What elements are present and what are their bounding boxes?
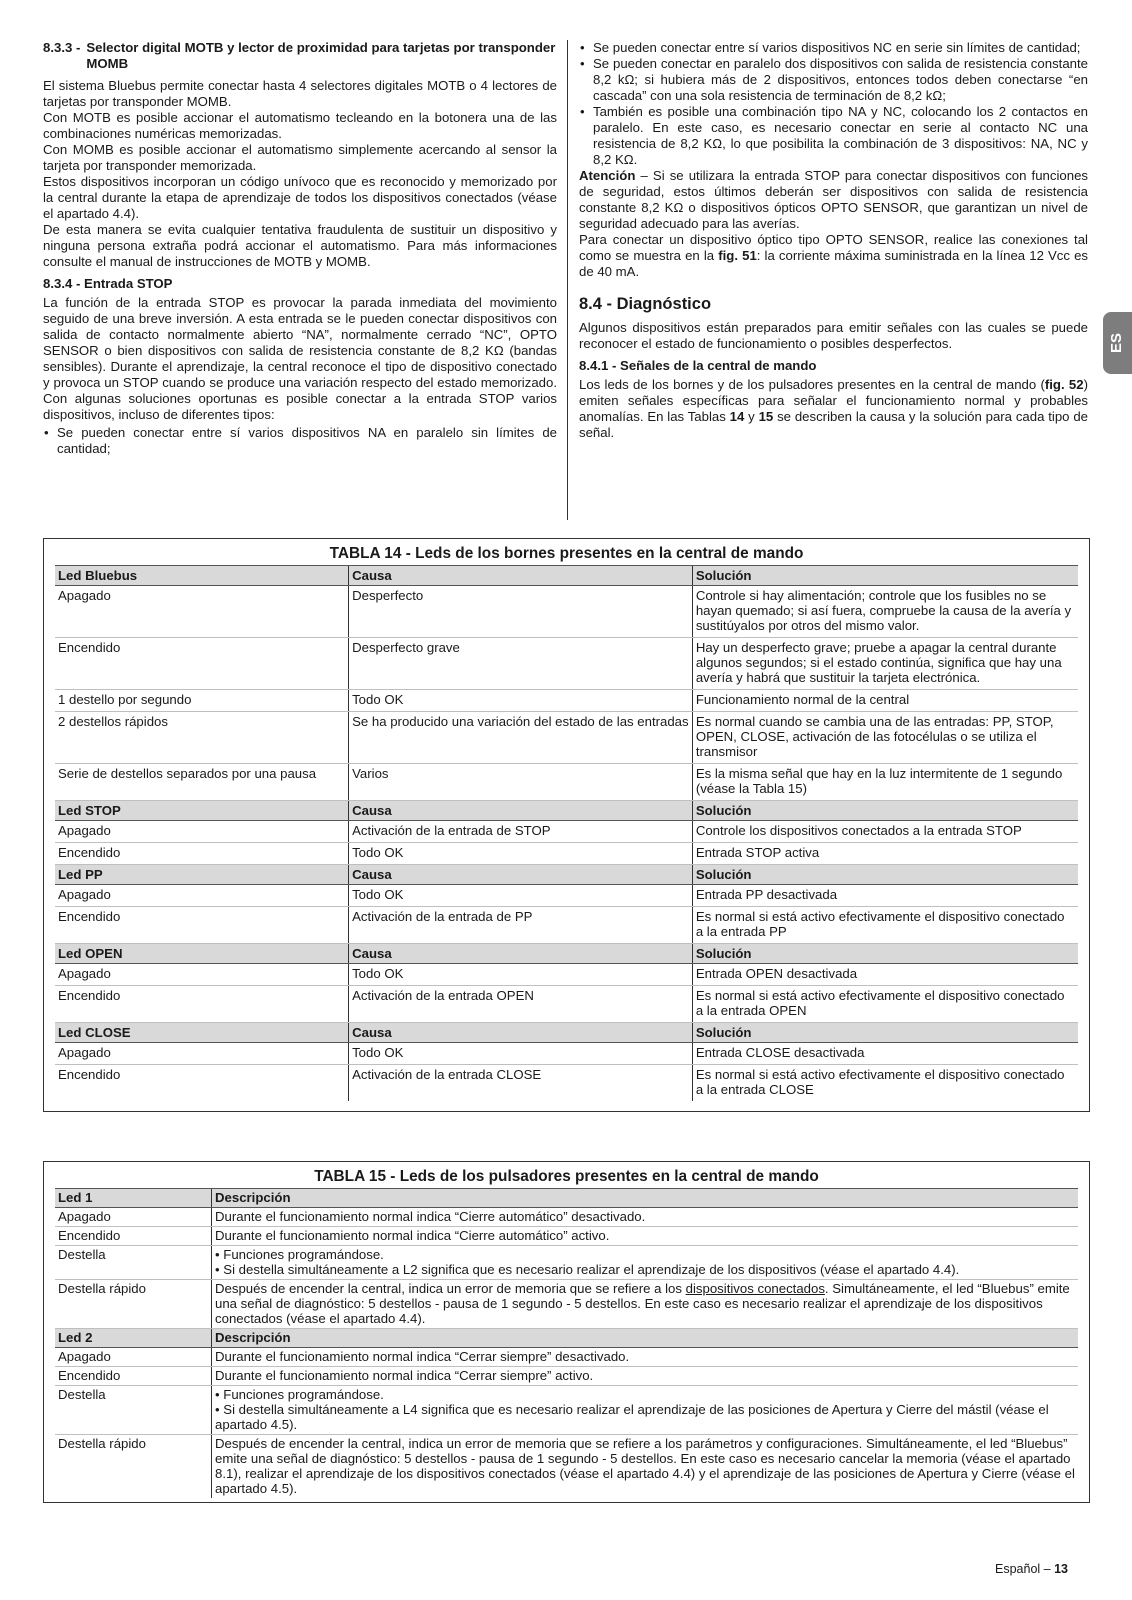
table-cell: Durante el funcionamiento normal indica “Cierre automático” desactivado. <box>212 1208 1078 1227</box>
table-cell: Encendido <box>55 907 349 944</box>
table-cell: • Funciones programándose. • Si destella simultáneamente a L2 significa que es necesario realizar el aprendizaje de los dispositivos (véase el apartado 4.4). <box>212 1246 1078 1280</box>
bullet-item: • Se pueden conectar en paralelo dos dispositivos con salida de resistencia constante 8,2 kΩ; si hubiera más de 2 dispositivos, entonces todos deben conectarse “en cascada” con una sola resistencia de terminación de 8,2 kΩ; <box>579 56 1088 104</box>
table-cell: Durante el funcionamiento normal indica “Cerrar siempre” activo. <box>212 1367 1078 1386</box>
table-cell: • Funciones programándose. • Si destella simultáneamente a L4 significa que es necesario realizar el aprendizaje de las posiciones de Apertura y Cierre del mástil (véase el apartado 4.5). <box>212 1386 1078 1435</box>
table-row <box>55 843 1078 865</box>
header-cell: Solución <box>692 944 1078 964</box>
table-cell: Destella rápido <box>55 1280 212 1329</box>
section-833-number: 8.3.3 - <box>43 40 81 55</box>
table-cell: Todo OK <box>349 1043 693 1065</box>
section-841-para <box>579 377 1088 441</box>
header-cell: Causa <box>349 944 693 964</box>
table-cell: Serie de destellos separados por una pausa <box>55 764 349 801</box>
table-14-ref: 14 <box>729 409 745 424</box>
attention-text: – Si se utilizara la entrada STOP para conectar dispositivos con funciones de seguridad, estos últimos deberán ser dispositivos con salida de resistencia constante 8,2 KΩ o dispositivos ópticos OPTO SENSOR, que garantizan un nivel de seguridad adecuado para las averías. <box>579 168 1088 231</box>
table-cell: Después de encender la central, indica un error de memoria que se refiere a los dispositivos conectados. Simultáneamente, el led “Bluebus” emite una señal de diagnóstico: 5 destellos - pausa de 1 segundo - 5 destellos. En este caso es necesario realizar el aprendizaje de los dispositivos conectados (véase el apartado 4.4). <box>212 1280 1078 1329</box>
header-cell: Led STOP <box>55 801 349 821</box>
table-header-row <box>55 1329 1078 1348</box>
table-cell: Activación de la entrada OPEN <box>349 986 693 1023</box>
fig-51-ref: fig. 51 <box>718 248 757 263</box>
table-cell: Apagado <box>55 586 349 638</box>
table-cell: Destella rápido <box>58 1436 146 1451</box>
attention-label: Atención <box>579 168 636 183</box>
table-14 <box>43 538 1090 1112</box>
table-cell: Todo OK <box>349 843 693 865</box>
s841-text-a: Los leds de los bornes y de los pulsadores presentes en la central de mando ( <box>579 377 1045 392</box>
table-cell: Activación de la entrada de STOP <box>349 821 693 843</box>
table-cell: Apagado <box>55 885 349 907</box>
table-cell: Entrada CLOSE desactivada <box>692 1043 1078 1065</box>
header-cell: Solución <box>692 801 1078 821</box>
table-cell: Apagado <box>55 1043 349 1065</box>
table-row <box>55 907 1078 944</box>
table-cell: Desperfecto grave <box>349 638 693 690</box>
header-cell: Solución <box>692 865 1078 885</box>
table-cell: Encendido <box>55 986 349 1023</box>
table-row <box>55 1348 1078 1367</box>
table-15-grid <box>55 1188 1078 1498</box>
table-header-row <box>55 566 1078 586</box>
page-number: 13 <box>1054 1562 1068 1576</box>
language-tab-label: ES <box>1108 332 1126 354</box>
table-cell: Encendido <box>55 1227 212 1246</box>
table-cell: Desperfecto <box>349 586 693 638</box>
table-cell: Apagado <box>55 821 349 843</box>
table-row <box>55 1367 1078 1386</box>
table-15-caption: TABLA 15 - Leds de los pulsadores presentes en la central de mando <box>314 1168 819 1185</box>
table-header-row <box>55 1023 1078 1043</box>
s841-text-b: ) emiten señales específicas para señalar el funcionamiento normal y probables anomalías. En las Tablas <box>579 377 1088 424</box>
section-84-para: Algunos dispositivos están preparados para emitir señales con las cuales se puede reconocer el estado de funcionamiento o posibles desperfectos. <box>579 320 1088 351</box>
header-cell: Causa <box>349 801 693 821</box>
table-row <box>55 586 1078 638</box>
table-cell: 2 destellos rápidos <box>55 712 349 764</box>
table-cell: Apagado <box>55 1208 212 1227</box>
table-row <box>55 986 1078 1023</box>
table-cell: Controle si hay alimentación; controle que los fusibles no se hayan quemado; si así fuera, compruebe la causa de la avería y sustitúyalos por otros del mismo valor. <box>692 586 1078 638</box>
section-833-para-3: Con MOMB es posible accionar el automatismo simplemente acercando al sensor la tarjeta por transponder memorizada. <box>43 142 557 173</box>
table-cell: Encendido <box>55 638 349 690</box>
section-841-title: 8.4.1 - Señales de la central de mando <box>579 358 817 373</box>
table-row <box>55 1246 1078 1280</box>
table-row <box>55 1043 1078 1065</box>
table-cell: Hay un desperfecto grave; pruebe a apagar la central durante algunos segundos; si el estado continúa, significa que hay una avería y habrá que sustituir la tarjeta electrónica. <box>692 638 1078 690</box>
table-cell: Controle los dispositivos conectados a la entrada STOP <box>692 821 1078 843</box>
header-cell: Causa <box>349 1023 693 1043</box>
table-cell: Es normal cuando se cambia una de las entradas: PP, STOP, OPEN, CLOSE, activación de las fotocélulas o se utiliza el transmisor <box>692 712 1078 764</box>
table-cell: Entrada OPEN desactivada <box>692 964 1078 986</box>
table-cell: Encendido <box>55 843 349 865</box>
s841-text-c: se describen la causa y la solución para cada tipo de señal. <box>579 409 1088 440</box>
table-cell: 1 destello por segundo <box>55 690 349 712</box>
header-cell: Led 2 <box>55 1329 212 1348</box>
section-834-title: 8.3.4 - Entrada STOP <box>43 276 173 291</box>
table-row <box>55 964 1078 986</box>
table-cell: Todo OK <box>349 690 693 712</box>
table-row <box>55 690 1078 712</box>
left-column <box>43 40 557 457</box>
section-84-title: 8.4 - Diagnóstico <box>579 295 712 313</box>
header-cell: Descripción <box>212 1329 1078 1348</box>
opto-text-b: : la corriente máxima suministrada en la línea 12 Vcc es de 40 mA. <box>579 248 1089 279</box>
header-cell: Led OPEN <box>55 944 349 964</box>
table-cell: Encendido <box>55 1367 212 1386</box>
table-row <box>55 638 1078 690</box>
bullet-item: • Se pueden conectar entre sí varios dispositivos NA en paralelo sin límites de cantidad; <box>43 425 557 457</box>
table-cell: Encendido <box>58 1067 121 1082</box>
section-833-heading <box>43 40 557 72</box>
table-cell: Activación de la entrada de PP <box>349 907 693 944</box>
table-cell: Es normal si está activo efectivamente el dispositivo conectado a la entrada CLOSE <box>692 1065 1078 1102</box>
table-cell: Destella <box>55 1246 212 1280</box>
section-833-para-2: Con MOTB es posible accionar el automatismo tecleando en la botonera una de las combinaciones numéricas memorizadas. <box>43 110 557 141</box>
opto-text-a: Para conectar un dispositivo óptico tipo OPTO SENSOR, realice las conexiones tal como se muestra en la <box>579 232 1088 263</box>
attention-paragraph <box>579 168 1088 232</box>
table-cell: Durante el funcionamiento normal indica “Cerrar siempre” desactivado. <box>212 1348 1078 1367</box>
header-cell: Solución <box>692 566 1078 586</box>
table-cell: Activación de la entrada CLOSE <box>349 1065 693 1102</box>
table-cell: Se ha producido una variación del estado de las entradas <box>349 712 693 764</box>
table-cell: Después de encender la central, indica un error de memoria que se refiere a los parámetros y configuraciones. Simultáneamente, el led “Bluebus” emite una señal de diagnóstico: 5 destellos - pausa de 1 segundo - 5 destellos. En este caso es necesario cancelar la memoria (véase el apartado 8.1), realizar el aprendizaje de los dispositivos conectados (véase el apartado 4.4) y el aprendizaje de las posiciones de Apertura y Cierre (véase el apartado 4.5). <box>212 1435 1078 1499</box>
table-row <box>55 712 1078 764</box>
table-row <box>55 1065 1078 1102</box>
table-15-ref: 15 <box>758 409 774 424</box>
footer-language: Español – <box>995 1562 1055 1576</box>
header-cell: Led 1 <box>55 1189 212 1208</box>
table-cell: Varios <box>349 764 693 801</box>
header-cell: Causa <box>349 865 693 885</box>
table-header-row <box>55 801 1078 821</box>
header-cell: Descripción <box>212 1189 1078 1208</box>
table-row <box>55 764 1078 801</box>
section-833-title: Selector digital MOTB y lector de proximidad para tarjetas por transponder MOMB <box>86 40 556 71</box>
section-834-para-1: La función de la entrada STOP es provocar la parada inmediata del movimiento seguido de una breve inversión. A esta entrada se le pueden conectar dispositivos con salida de contacto normalmente abierto “NA”, normalmente cerrado “NC”, OPTO SENSOR o bien dispositivos con salida de resistencia constante de 8,2 KΩ (bandas sensibles). Durante el aprendizaje, la central reconoce el tipo de dispositivo conectado y provoca un STOP cuando se produce una variación respecto del estado memorizado. Con algunas soluciones oportunas es posible conectar a la entrada STOP varios dispositivos, incluso de diferentes tipos: <box>43 295 557 422</box>
stop-bullets-left <box>43 425 557 457</box>
column-divider <box>567 40 568 520</box>
section-833-para-1: El sistema Bluebus permite conectar hasta 4 selectores digitales MOTB o 4 lectores de tarjetas por transponder MOMB. <box>43 78 557 109</box>
page-footer <box>995 1561 1068 1577</box>
table-header-row <box>55 944 1078 964</box>
table-cell: Funcionamiento normal de la central <box>692 690 1078 712</box>
table-header-row <box>55 865 1078 885</box>
table-row <box>55 1435 1078 1499</box>
fig-52-ref: fig. 52 <box>1044 377 1084 392</box>
right-column <box>579 40 1088 441</box>
header-cell: Led PP <box>55 865 349 885</box>
table-cell: Es la misma señal que hay en la luz intermitente de 1 segundo (véase la Tabla 15) <box>692 764 1078 801</box>
table-cell: Destella <box>55 1386 212 1435</box>
table-cell: Entrada PP desactivada <box>692 885 1078 907</box>
bullet-item: • También es posible una combinación tipo NA y NC, colocando los 2 contactos en paralelo. En este caso, es necesario conectar en serie al contacto NC una resistencia de 8,2 KΩ, lo que posibilita la combinación de 3 dispositivos: NA, NC y 8,2 KΩ. <box>579 104 1088 168</box>
table-cell: Durante el funcionamiento normal indica “Cierre automático” activo. <box>212 1227 1078 1246</box>
table-cell: Todo OK <box>349 964 693 986</box>
table-row <box>55 1227 1078 1246</box>
table-15 <box>43 1161 1090 1503</box>
table-cell: Todo OK <box>349 885 693 907</box>
bullet-item: • Se pueden conectar entre sí varios dispositivos NC en serie sin límites de cantidad; <box>579 40 1088 56</box>
table-cell: Apagado <box>55 964 349 986</box>
stop-bullets-right <box>579 40 1088 168</box>
header-cell: Led Bluebus <box>55 566 349 586</box>
s841-text-y: y <box>744 409 759 424</box>
table-14-grid <box>55 565 1078 1101</box>
table-row <box>55 885 1078 907</box>
table-header-row <box>55 1189 1078 1208</box>
opto-paragraph <box>579 232 1088 280</box>
header-cell: Causa <box>349 566 693 586</box>
language-tab <box>1103 312 1132 374</box>
section-833-para-4: Estos dispositivos incorporan un código unívoco que es reconocido y memorizado por la central durante la etapa de aprendizaje de todos los dispositivos conectados (véase el apartado 4.4). <box>43 174 557 221</box>
table-row <box>55 821 1078 843</box>
section-833-para-5: De esta manera se evita cualquier tentativa fraudulenta de sustituir un dispositivo y ninguna persona extraña podrá accionar el automatismo. Para más informaciones consulte el manual de instrucciones de MOTB y MOMB. <box>43 222 557 269</box>
table-cell: Apagado <box>55 1348 212 1367</box>
table-cell: Es normal si está activo efectivamente el dispositivo conectado a la entrada PP <box>692 907 1078 944</box>
table-row <box>55 1386 1078 1435</box>
table-cell: Entrada STOP activa <box>692 843 1078 865</box>
table-row <box>55 1208 1078 1227</box>
header-cell: Solución <box>692 1023 1078 1043</box>
table-cell: Es normal si está activo efectivamente el dispositivo conectado a la entrada OPEN <box>692 986 1078 1023</box>
header-cell: Led CLOSE <box>55 1023 349 1043</box>
table-row <box>55 1280 1078 1329</box>
table-14-caption: TABLA 14 - Leds de los bornes presentes en la central de mando <box>329 545 804 562</box>
